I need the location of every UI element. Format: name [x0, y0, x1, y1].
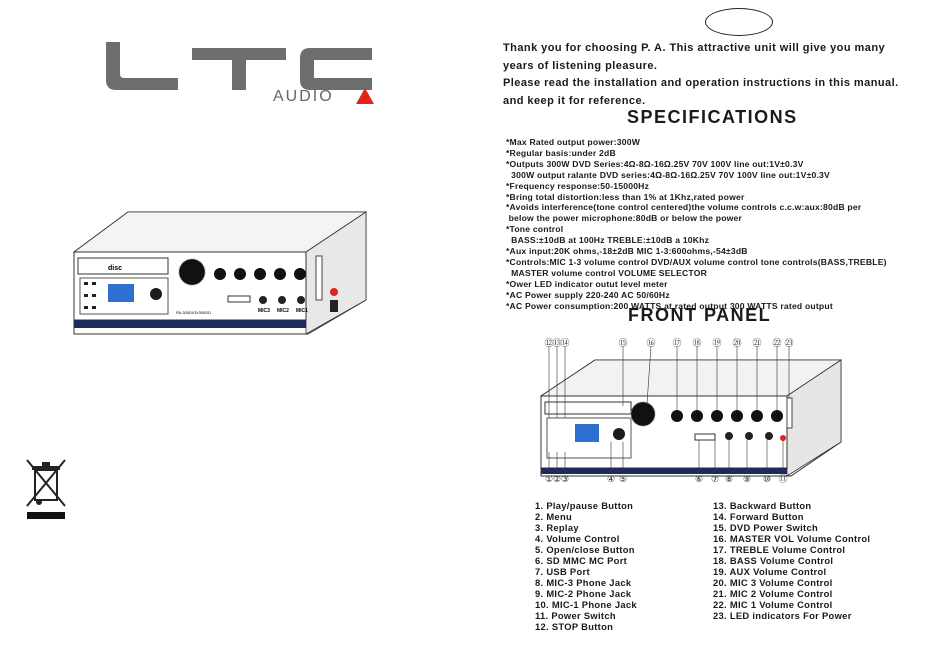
legend-item: 13. Backward Button	[713, 500, 812, 511]
crossed-bin-icon	[25, 456, 67, 520]
legend-item: 10. MIC-1 Phone Jack	[535, 599, 637, 610]
spec-line: BASS:±10dB at 100Hz TREBLE:±10dB a 10Khz	[506, 235, 710, 246]
callout-21: ㉑	[752, 339, 762, 349]
intro-paragraph-1: Thank you for choosing P. A. This attractive unit will give you many years of listening pleasure.	[503, 42, 886, 72]
spec-line: *Regular basis:under 2dB	[506, 147, 616, 158]
spec-line: *Outputs 300W DVD Series:4Ω-8Ω-16Ω.25V 70V 100V line out:1V±0.3V	[506, 158, 804, 169]
callout-9: ⑨	[742, 475, 752, 484]
legend-item: 17. TREBLE Volume Control	[713, 544, 846, 555]
spec-line: *Max Rated output power:300W	[506, 137, 641, 147]
spec-line: *Aux input:20K ohms,-18±2dB MIC 1-3:600ohms,-54±3dB	[506, 246, 748, 257]
legend-item: 9. MIC-2 Phone Jack	[535, 588, 632, 599]
legend-item: 4. Volume Control	[535, 533, 620, 544]
callout-16: ⑯	[646, 339, 656, 349]
callout-13: ⑬	[552, 339, 562, 349]
spec-line: 300W output ralante DVD series:4Ω-8Ω-16Ω.25V 70V 100V line out:1V±0.3V	[506, 169, 830, 180]
callout-14: ⑭	[560, 339, 570, 349]
callout-23: ㉓	[784, 339, 794, 349]
legend-item: 18. BASS Volume Control	[713, 555, 834, 566]
callout-10: ⑩	[762, 475, 772, 484]
spec-line: below the power microphone:80dB or below the power	[506, 213, 743, 224]
callout-11: ⑪	[778, 475, 788, 484]
legend-right	[713, 500, 870, 621]
page-marker-oval	[705, 8, 773, 36]
legend-item: 11. Power Switch	[535, 610, 616, 621]
spec-line: *AC Power consumption:200 WATTS at rated output 300 WATTS rated output	[506, 300, 833, 311]
specifications-list	[506, 137, 926, 312]
legend-item: 14. Forward Button	[713, 511, 804, 522]
legend-item: 1. Play/pause Button	[535, 500, 634, 511]
legend-left	[535, 500, 637, 632]
amp-mic2-label: MIC2	[277, 308, 289, 314]
amp-disc-label: disc	[108, 265, 123, 272]
ltc-logo	[100, 38, 380, 108]
callout-7: ⑦	[710, 475, 720, 484]
callout-12: ⑫	[544, 339, 554, 349]
intro-paragraph-2: Please read the installation and operation instructions in this manual. and keep it for reference.	[503, 77, 899, 107]
logo-subtitle: AUDIO	[273, 88, 334, 105]
spec-line: *Controls:MIC 1-3 volume control DVD/AUX volume control tone controls(BASS,TREBLE)	[506, 256, 887, 267]
legend-item: 19. AUX Volume Control	[713, 566, 827, 577]
callout-3: ③	[560, 475, 570, 484]
amp-model-label: PA-300DVD/300DD	[176, 310, 212, 315]
callout-19: ⑲	[712, 339, 722, 349]
spec-line: MASTER volume control VOLUME SELECTOR	[506, 267, 708, 278]
legend-item: 22. MIC 1 Volume Control	[713, 599, 833, 610]
spec-line: *AC Power supply 220-240 AC 50/60Hz	[506, 289, 670, 300]
spec-line: *Bring total distortion:less than 1% at 1Khz,rated power	[506, 191, 745, 202]
legend-item: 23. LED indicators For Power	[713, 610, 852, 621]
spec-line: *Ower LED indicator outut level meter	[506, 278, 668, 289]
amplifier-illustration	[68, 210, 368, 335]
front-panel-heading: FRONT PANEL	[628, 305, 772, 325]
amp-mic3-label: MIC3	[258, 308, 270, 314]
spec-line: *Tone control	[506, 224, 564, 235]
callout-8: ⑧	[724, 475, 734, 484]
legend-item: 12. STOP Button	[535, 621, 614, 632]
spec-line: *Avoids interference(tone control centered)the volume controls c.c.w:aux:80dB per	[506, 202, 862, 213]
callout-20: ⑳	[732, 339, 742, 349]
callout-22: ㉒	[772, 339, 782, 349]
callout-6: ⑥	[694, 475, 704, 484]
callout-1: ①	[544, 475, 554, 484]
legend-item: 8. MIC-3 Phone Jack	[535, 577, 632, 588]
legend-item: 3. Replay	[535, 522, 579, 533]
callout-15: ⑮	[618, 339, 628, 349]
red-triangle-icon	[355, 87, 375, 105]
callout-17: ⑰	[672, 339, 682, 349]
legend-item: 16. MASTER VOL Volume Control	[713, 533, 871, 544]
legend-item: 20. MIC 3 Volume Control	[713, 577, 833, 588]
spec-line: *Frequency response:50-15000Hz	[506, 180, 650, 191]
specifications-heading: SPECIFICATIONS	[627, 107, 798, 127]
front-panel-diagram	[535, 334, 845, 484]
callout-18: ⑱	[692, 339, 702, 349]
intro-text	[503, 40, 915, 110]
callout-2: ②	[552, 475, 562, 484]
legend-item: 21. MIC 2 Volume Control	[713, 588, 833, 599]
legend-item: 2. Menu	[535, 511, 572, 522]
legend-item: 6. SD MMC MC Port	[535, 555, 628, 566]
callout-4: ④	[606, 475, 616, 484]
legend-item: 15. DVD Power Switch	[713, 522, 818, 533]
legend-item: 7. USB Port	[535, 566, 590, 577]
legend-item: 5. Open/close Button	[535, 544, 635, 555]
amp-mic1-label: MIC1	[296, 308, 308, 314]
callout-5: ⑤	[618, 475, 628, 484]
